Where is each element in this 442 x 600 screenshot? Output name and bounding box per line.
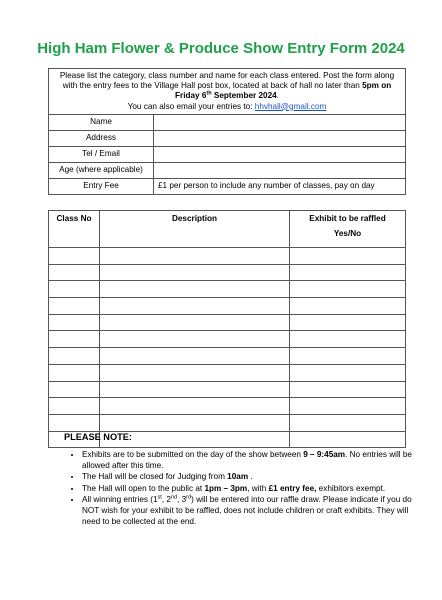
class-no-cell[interactable] <box>49 281 100 298</box>
field-row-name <box>49 114 406 130</box>
note-emphasis: 10am <box>227 472 249 482</box>
raffle-cell[interactable] <box>290 248 406 265</box>
field-label-tel-email: Tel / Email <box>49 146 154 162</box>
table-row <box>49 331 406 348</box>
field-label-age: Age (where applicable) <box>49 162 154 178</box>
field-value-address[interactable] <box>154 130 406 146</box>
table-row <box>49 364 406 381</box>
deadline-suffix: th <box>206 90 212 97</box>
class-no-cell[interactable] <box>49 414 100 431</box>
raffle-cell[interactable] <box>290 298 406 315</box>
description-cell[interactable] <box>100 331 290 348</box>
class-entries-table <box>48 210 406 448</box>
description-cell[interactable] <box>100 348 290 365</box>
note-text: exhibitors exempt. <box>316 483 386 493</box>
email-text: You can also email your entries to: <box>127 101 255 111</box>
email-link[interactable]: hhvhall@gmail.com <box>254 101 327 111</box>
table-row <box>49 264 406 281</box>
class-no-cell[interactable] <box>49 314 100 331</box>
description-cell[interactable] <box>100 364 290 381</box>
note-text: , with <box>247 483 269 493</box>
description-cell[interactable] <box>100 381 290 398</box>
field-value-age[interactable] <box>154 162 406 178</box>
table-row <box>49 248 406 265</box>
field-label-name: Name <box>49 114 154 130</box>
intro-text <box>49 69 406 115</box>
class-no-cell[interactable] <box>49 398 100 415</box>
note-item <box>82 450 417 471</box>
note-item <box>82 484 417 495</box>
raffle-cell[interactable] <box>290 398 406 415</box>
raffle-cell[interactable] <box>290 281 406 298</box>
note-text: . No entries will be allowed after this time. <box>82 450 412 470</box>
entries-body <box>49 248 406 448</box>
header-raffle <box>290 211 406 248</box>
field-value-tel-email[interactable] <box>154 146 406 162</box>
header-raffle-line1: Exhibit to be raffled <box>309 214 386 223</box>
field-row-tel-email <box>49 146 406 162</box>
note-sup: nd <box>170 494 178 501</box>
note-emphasis: 1pm – 3pm <box>204 483 248 493</box>
notes-heading: PLEASE NOTE: <box>64 432 132 442</box>
raffle-cell[interactable] <box>290 264 406 281</box>
table-row <box>49 414 406 431</box>
note-emphasis: £1 entry fee, <box>268 483 317 493</box>
class-no-cell[interactable] <box>49 248 100 265</box>
description-cell[interactable] <box>100 398 290 415</box>
raffle-cell[interactable] <box>290 431 406 448</box>
intro-instructions: Please list the category, class number and name for each class entered. Post the form along with the entry fees to the Village Hall post box, located at back of hall no later than <box>59 71 395 91</box>
note-text: All winning entries (1 <box>82 495 158 505</box>
raffle-cell[interactable] <box>290 414 406 431</box>
description-cell[interactable] <box>100 264 290 281</box>
field-value-name[interactable] <box>154 114 406 130</box>
description-cell[interactable] <box>100 298 290 315</box>
note-text: The Hall will open to the public at <box>82 483 205 493</box>
note-text: Exhibits are to be submitted on the day of the show between <box>82 450 304 459</box>
description-cell[interactable] <box>100 248 290 265</box>
note-item <box>82 495 417 527</box>
note-text: ) will be entered into our raffle draw. Please indicate if you do NOT wish for your exhibit to be raffled, does not include children or craft exhibits. They will need to be collected at the end. <box>82 495 412 526</box>
table-row <box>49 348 406 365</box>
note-text: , 3 <box>177 495 187 505</box>
note-text: . <box>248 472 253 482</box>
field-label-entry-fee: Entry Fee <box>49 178 154 194</box>
entries-header-row <box>49 211 406 248</box>
raffle-cell[interactable] <box>290 348 406 365</box>
deadline-period: . <box>276 91 279 101</box>
note-sup: rd <box>186 494 192 501</box>
class-no-cell[interactable] <box>49 348 100 365</box>
field-row-address <box>49 130 406 146</box>
deadline-part2: September 2024 <box>211 91 277 101</box>
field-label-address: Address <box>49 130 154 146</box>
raffle-cell[interactable] <box>290 314 406 331</box>
note-sup: st <box>157 494 162 501</box>
table-row <box>49 398 406 415</box>
class-no-cell[interactable] <box>49 381 100 398</box>
note-text: , 2 <box>161 495 171 505</box>
class-no-cell[interactable] <box>49 298 100 315</box>
note-item <box>82 472 417 483</box>
raffle-cell[interactable] <box>290 381 406 398</box>
note-text: The Hall will be closed for Judging from <box>82 472 228 482</box>
table-row <box>49 281 406 298</box>
description-cell[interactable] <box>100 414 290 431</box>
header-description: Description <box>100 211 290 248</box>
note-emphasis: 9 – 9:45am <box>303 450 346 459</box>
field-value-entry-fee: £1 per person to include any number of classes, pay on day <box>154 178 406 194</box>
form-title: High Ham Flower & Produce Show Entry Form 2024 <box>37 40 405 57</box>
field-row-entry-fee <box>49 178 406 194</box>
class-no-cell[interactable] <box>49 364 100 381</box>
entrant-details-table <box>48 68 406 195</box>
header-class-no: Class No <box>49 211 100 248</box>
raffle-cell[interactable] <box>290 331 406 348</box>
field-row-age <box>49 162 406 178</box>
class-no-cell[interactable] <box>49 331 100 348</box>
table-row <box>49 298 406 315</box>
table-row <box>49 381 406 398</box>
intro-row <box>49 69 406 115</box>
description-cell[interactable] <box>100 314 290 331</box>
deadline-part1: 5pm on Friday 6 <box>175 81 392 101</box>
notes-list <box>64 450 417 528</box>
table-row <box>49 314 406 331</box>
class-no-cell[interactable] <box>49 264 100 281</box>
description-cell[interactable] <box>100 281 290 298</box>
header-raffle-line2: Yes/No <box>333 229 362 238</box>
raffle-cell[interactable] <box>290 364 406 381</box>
